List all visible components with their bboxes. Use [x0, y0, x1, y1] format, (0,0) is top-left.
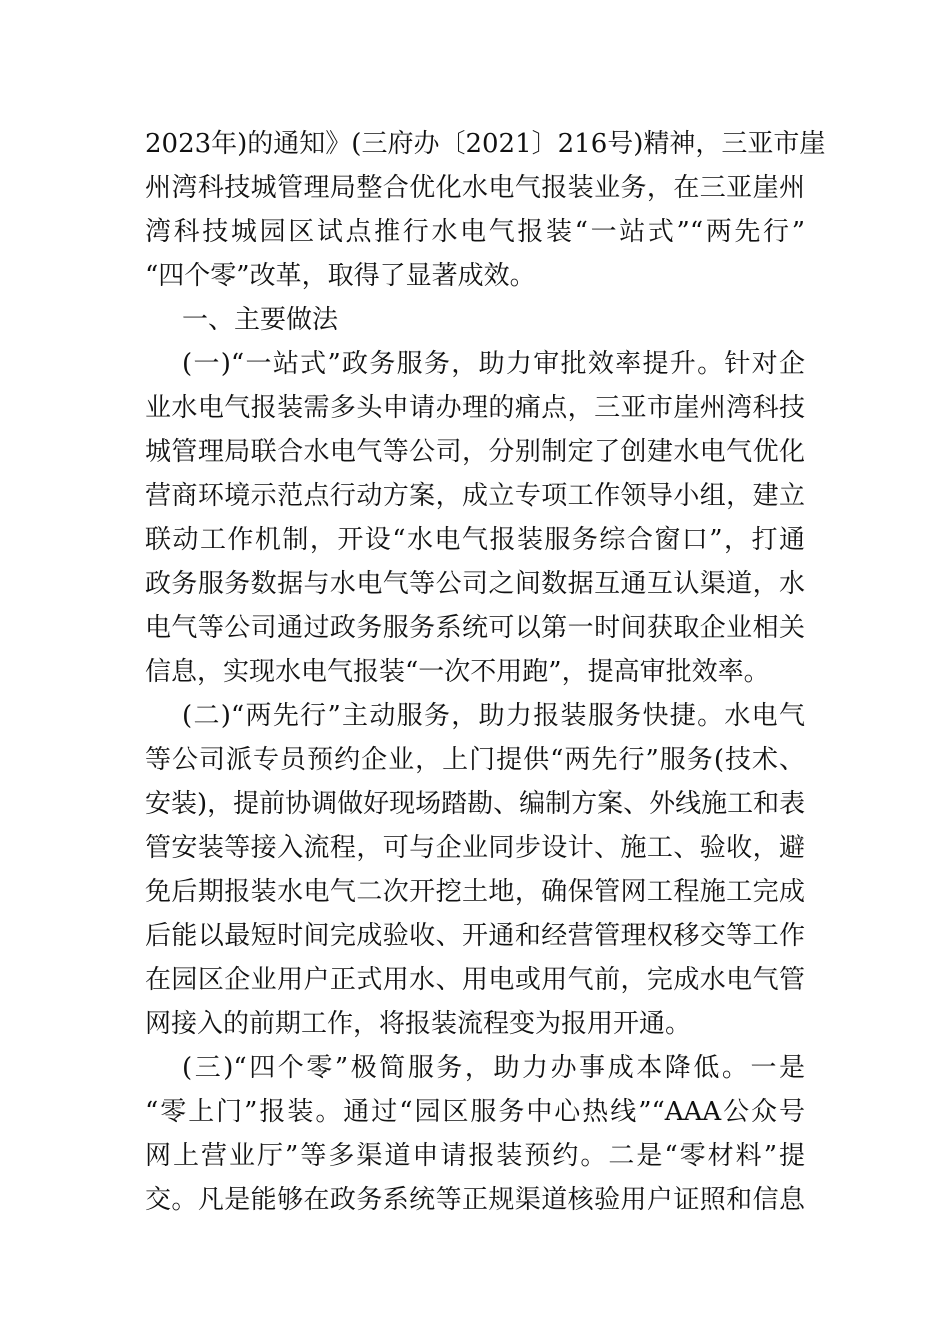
body-text-line: 州湾科技城管理局整合优化水电气报装业务，在三亚崖州	[145, 173, 805, 203]
body-text-line: 政务服务数据与水电气等公司之间数据互通互认渠道，水	[145, 569, 805, 599]
body-text-line: 营商环境示范点行动方案，成立专项工作领导小组，建立	[145, 481, 805, 511]
subsection-heading-line: (一)“一站式”政务服务，助力审批效率提升。针对企	[182, 349, 805, 379]
body-text-line: “四个零”改革，取得了显著成效。	[145, 261, 536, 291]
body-text-line: 信息，实现水电气报装“一次不用跑”，提高审批效率。	[145, 657, 770, 687]
body-text-line: 2023年)的通知》(三府办〔2021〕216号)精神，三亚市崖	[145, 129, 826, 159]
body-text-line: 后能以最短时间完成验收、开通和经营管理权移交等工作	[145, 921, 805, 951]
section-heading: 一、主要做法	[182, 305, 339, 335]
body-text-line: 安装)，提前协调做好现场踏勘、编制方案、外线施工和表	[145, 789, 806, 819]
subsection-heading-line: (三)“四个零”极简服务，助力办事成本降低。一是	[182, 1053, 805, 1083]
body-text-line: 管安装等接入流程，可与企业同步设计、施工、验收，避	[145, 833, 805, 863]
body-text-line: “零上门”报装。通过“园区服务中心热线”“AAA公众号	[145, 1097, 805, 1127]
body-text-line: 湾科技城园区试点推行水电气报装“一站式”“两先行”	[145, 217, 805, 247]
body-text-line: 等公司派专员预约企业，上门提供“两先行”服务(技术、	[145, 745, 805, 775]
body-text-line: 网上营业厅”等多渠道申请报装预约。二是“零材料”提	[145, 1141, 805, 1171]
body-text-line: 免后期报装水电气二次开挖土地，确保管网工程施工完成	[145, 877, 805, 907]
body-text-line: 交。凡是能够在政务系统等正规渠道核验用户证照和信息	[145, 1185, 805, 1215]
body-text-line: 网接入的前期工作，将报装流程变为报用开通。	[145, 1009, 692, 1039]
body-text-line: 城管理局联合水电气等公司，分别制定了创建水电气优化	[145, 437, 805, 467]
body-text-line: 电气等公司通过政务服务系统可以第一时间获取企业相关	[145, 613, 805, 643]
body-text-line: 联动工作机制，开设“水电气报装服务综合窗口”，打通	[145, 525, 805, 555]
body-text-line: 业水电气报装需多头申请办理的痛点，三亚市崖州湾科技	[145, 393, 805, 423]
body-text-line: 在园区企业用户正式用水、用电或用气前，完成水电气管	[145, 965, 805, 995]
subsection-heading-line: (二)“两先行”主动服务，助力报装服务快捷。水电气	[182, 701, 805, 731]
document-body	[145, 122, 826, 1222]
